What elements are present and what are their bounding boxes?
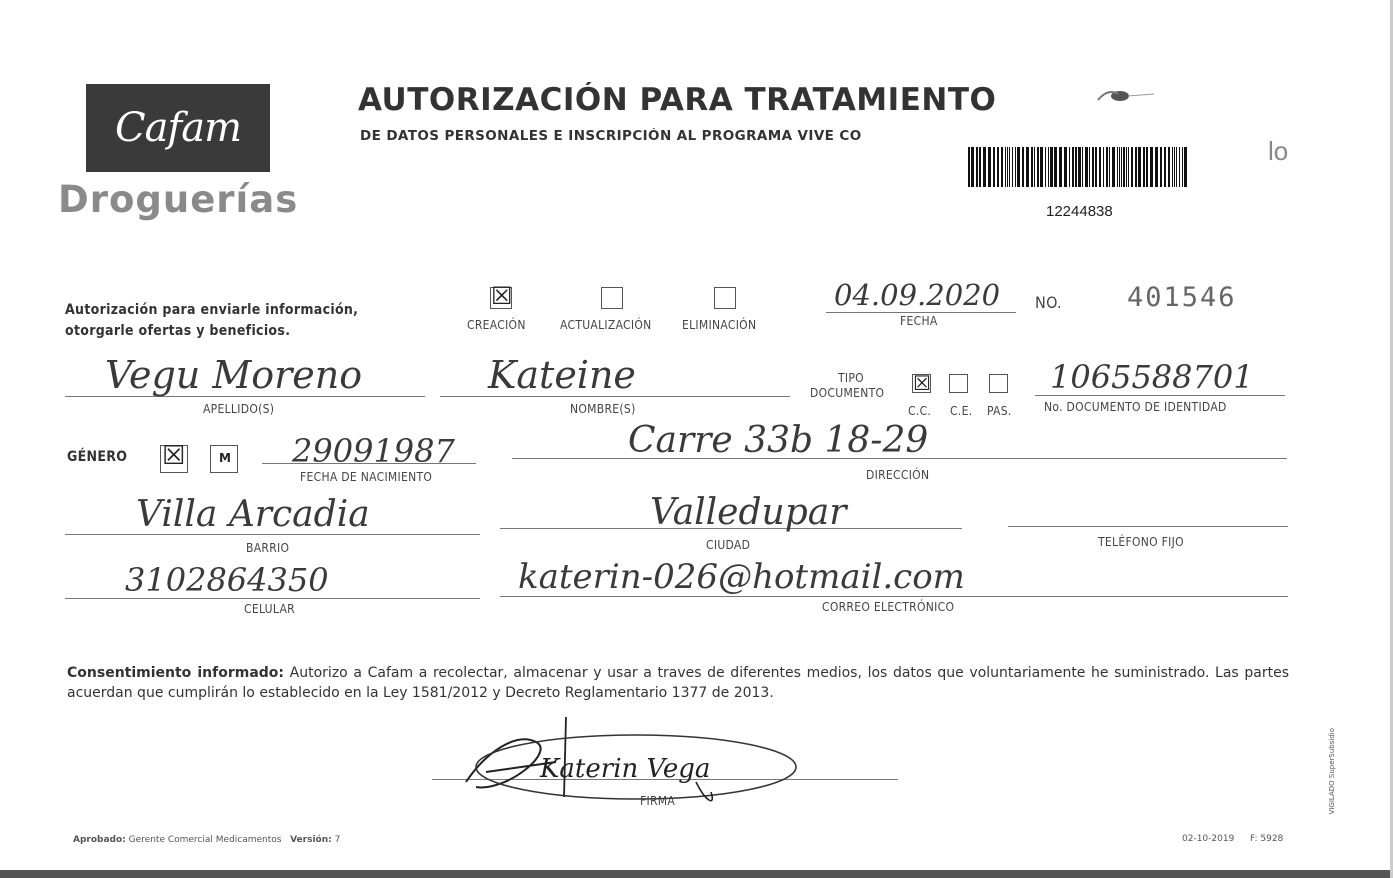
checkbox-pas[interactable] <box>989 374 1008 393</box>
barcode-bar <box>1022 147 1024 187</box>
barcode-bar <box>997 147 999 187</box>
landline-line <box>1008 526 1288 527</box>
names-label: NOMBRE(S) <box>570 402 636 416</box>
barcode-bar <box>1131 147 1133 187</box>
form-number: 401546 <box>1127 282 1237 313</box>
barcode-bar <box>1099 147 1101 187</box>
names-value[interactable]: Kateine <box>488 353 636 397</box>
logo-subtitle: Droguerías <box>58 178 299 221</box>
barcode-bar <box>1031 147 1033 187</box>
label-cc: C.C. <box>908 404 932 418</box>
barcode-bar <box>1015 147 1016 187</box>
email-value[interactable]: katerin-026@hotmail.com <box>518 557 965 597</box>
barcode-bar <box>1059 147 1062 187</box>
number-label: NO. <box>1035 293 1062 312</box>
doc-type-label-1: TIPO <box>838 371 864 385</box>
barcode-bar <box>1092 147 1094 187</box>
barcode-bar <box>1103 147 1104 187</box>
doc-number-value[interactable]: 1065588701 <box>1050 358 1254 396</box>
cafam-logo: Cafam <box>114 105 242 151</box>
barcode-bar <box>1034 147 1035 187</box>
barcode-bar <box>1012 147 1013 187</box>
barcode-bar <box>1155 147 1158 187</box>
barcode-bar <box>1069 147 1070 187</box>
mobile-label: CELULAR <box>244 602 295 616</box>
barcode-bar <box>1117 147 1118 187</box>
barcode-bar <box>1064 147 1067 187</box>
birthdate-label: FECHA DE NACIMIENTO <box>300 470 433 484</box>
barcode-bar <box>1126 147 1127 187</box>
barcode-bar <box>983 147 986 187</box>
label-eliminacion: ELIMINACIÓN <box>682 318 757 332</box>
barcode-icon <box>968 147 1190 187</box>
barcode-bar <box>1001 147 1003 187</box>
consent-text: Autorizo a Cafam a recolectar, almacenar y usar a traves de diferentes medios, los datos que voluntariamente he suministrado. Las partes acuerdan que cumplirán lo establecido en la Ley 1581/2012 y Decreto Reglamentario 1377 de 2013. <box>67 665 1289 701</box>
barcode-bar <box>1017 147 1020 187</box>
footer-approved <box>73 835 340 845</box>
barcode-bar <box>1123 147 1125 187</box>
barcode-bar <box>1072 147 1074 187</box>
barcode-bar <box>1150 147 1153 187</box>
barcode-bar <box>1106 147 1108 187</box>
birthdate-value[interactable]: 29091987 <box>292 432 455 470</box>
consent-paragraph <box>67 663 1289 703</box>
approved-value: Gerente Comercial Medicamentos <box>128 835 282 845</box>
address-label: DIRECCIÓN <box>866 468 930 482</box>
consent-bold-label: Consentimiento informado: <box>67 665 285 681</box>
side-vigilado-text: VIGILADO SuperSubsidio <box>1328 728 1336 815</box>
ink-smudge-icon <box>1096 86 1156 106</box>
mobile-value[interactable]: 3102864350 <box>125 561 329 599</box>
footer-date: 02-10-2019 <box>1182 834 1235 844</box>
label-creacion: CREACIÓN <box>467 318 526 332</box>
barcode-bar <box>1164 147 1166 187</box>
barcode-bar <box>1119 147 1120 187</box>
barcode-bar <box>1160 147 1162 187</box>
form-subtitle: DE DATOS PERSONALES E INSCRIPCIÓN AL PROGRAMA VIVE CO <box>360 128 862 144</box>
barcode-bar <box>976 147 978 187</box>
signature-value[interactable]: Katerin Vega <box>540 754 711 784</box>
barcode-number: 12244838 <box>1046 203 1113 220</box>
barcode-bar <box>1078 147 1081 187</box>
barcode-bar <box>979 147 981 187</box>
barcode-bar <box>1037 147 1039 187</box>
barcode-bar <box>1007 147 1008 187</box>
city-label: CIUDAD <box>706 538 751 552</box>
surnames-value[interactable]: Vegu Moreno <box>105 353 363 397</box>
barcode-bar <box>988 147 991 187</box>
barcode-bar <box>1174 147 1175 187</box>
version-value: 7 <box>334 835 341 845</box>
barcode-bar <box>993 147 995 187</box>
label-actualizacion: ACTUALIZACIÓN <box>560 318 652 332</box>
approved-label: Aprobado: <box>73 835 126 845</box>
doc-number-label: No. DOCUMENTO DE IDENTIDAD <box>1044 400 1227 414</box>
checkbox-eliminacion[interactable] <box>714 287 736 309</box>
barcode-bar <box>1048 147 1049 187</box>
address-value[interactable]: Carre 33b 18-29 <box>628 420 929 461</box>
intro-text-line1: Autorización para enviarle información, <box>65 302 359 318</box>
barcode-bar <box>1040 147 1043 187</box>
checkbox-ce[interactable] <box>949 374 968 393</box>
barcode-bar <box>1146 147 1148 187</box>
checkbox-actualizacion[interactable] <box>601 287 623 309</box>
signature-label: FIRMA <box>640 794 676 808</box>
barcode-bar <box>1135 147 1137 187</box>
barcode-bar <box>1075 147 1077 187</box>
version-label: Versión: <box>290 835 332 845</box>
barcode-bar <box>1112 147 1115 187</box>
barcode-bar <box>1005 147 1006 187</box>
neighborhood-value[interactable]: Villa Arcadia <box>136 494 370 535</box>
barcode-bar <box>1172 147 1173 187</box>
surnames-label: APELLIDO(S) <box>203 402 275 416</box>
barcode-bar <box>968 147 970 187</box>
date-label: FECHA <box>900 314 938 328</box>
barcode-bar <box>1179 147 1180 187</box>
label-ce: C.E. <box>950 404 973 418</box>
barcode-bar <box>971 147 974 187</box>
barcode-bar <box>1128 147 1129 187</box>
barcode-bar <box>1184 147 1187 187</box>
intro-text-line2: otorgarle ofertas y beneficios. <box>65 323 291 339</box>
date-value[interactable]: 04.09.2020 <box>834 278 1001 312</box>
barcode-bar <box>1176 147 1177 187</box>
email-label: CORREO ELECTRÓNICO <box>822 600 955 614</box>
neighborhood-label: BARRIO <box>246 541 290 555</box>
gender-label: GÉNERO <box>67 449 128 465</box>
barcode-bar <box>1168 147 1170 187</box>
checkbox-gender-f[interactable]: ☒ <box>160 445 188 473</box>
form-title: AUTORIZACIÓN PARA TRATAMIENTO <box>358 82 997 118</box>
checkbox-gender-m[interactable] <box>210 445 238 473</box>
gender-m-label: M <box>219 451 231 465</box>
barcode-bar <box>1082 147 1083 187</box>
landline-label: TELÉFONO FIJO <box>1098 535 1184 549</box>
checkbox-creacion[interactable]: ☒ <box>491 282 513 310</box>
barcode-bar <box>1054 147 1057 187</box>
date-line <box>826 312 1016 313</box>
barcode-bar <box>1085 147 1088 187</box>
barcode-bar <box>1026 147 1029 187</box>
corner-mark: lo <box>1268 136 1289 166</box>
doc-type-label-2: DOCUMENTO <box>810 386 885 400</box>
footer-code: F: 5928 <box>1250 834 1284 844</box>
barcode-bar <box>1009 147 1010 187</box>
barcode-bar <box>1182 147 1183 187</box>
barcode-bar <box>1095 147 1097 187</box>
barcode-bar <box>1109 147 1110 187</box>
label-pas: PAS. <box>987 404 1012 418</box>
barcode-bar <box>1143 147 1145 187</box>
city-value[interactable]: Valledupar <box>650 492 847 533</box>
bottom-edge <box>0 870 1393 878</box>
barcode-bar <box>1121 147 1122 187</box>
barcode-bar <box>1045 147 1046 187</box>
barcode-bar <box>1089 147 1090 187</box>
barcode-bar <box>1138 147 1141 187</box>
barcode-bar <box>1050 147 1053 187</box>
checkbox-cc[interactable]: ☒ <box>913 371 931 395</box>
